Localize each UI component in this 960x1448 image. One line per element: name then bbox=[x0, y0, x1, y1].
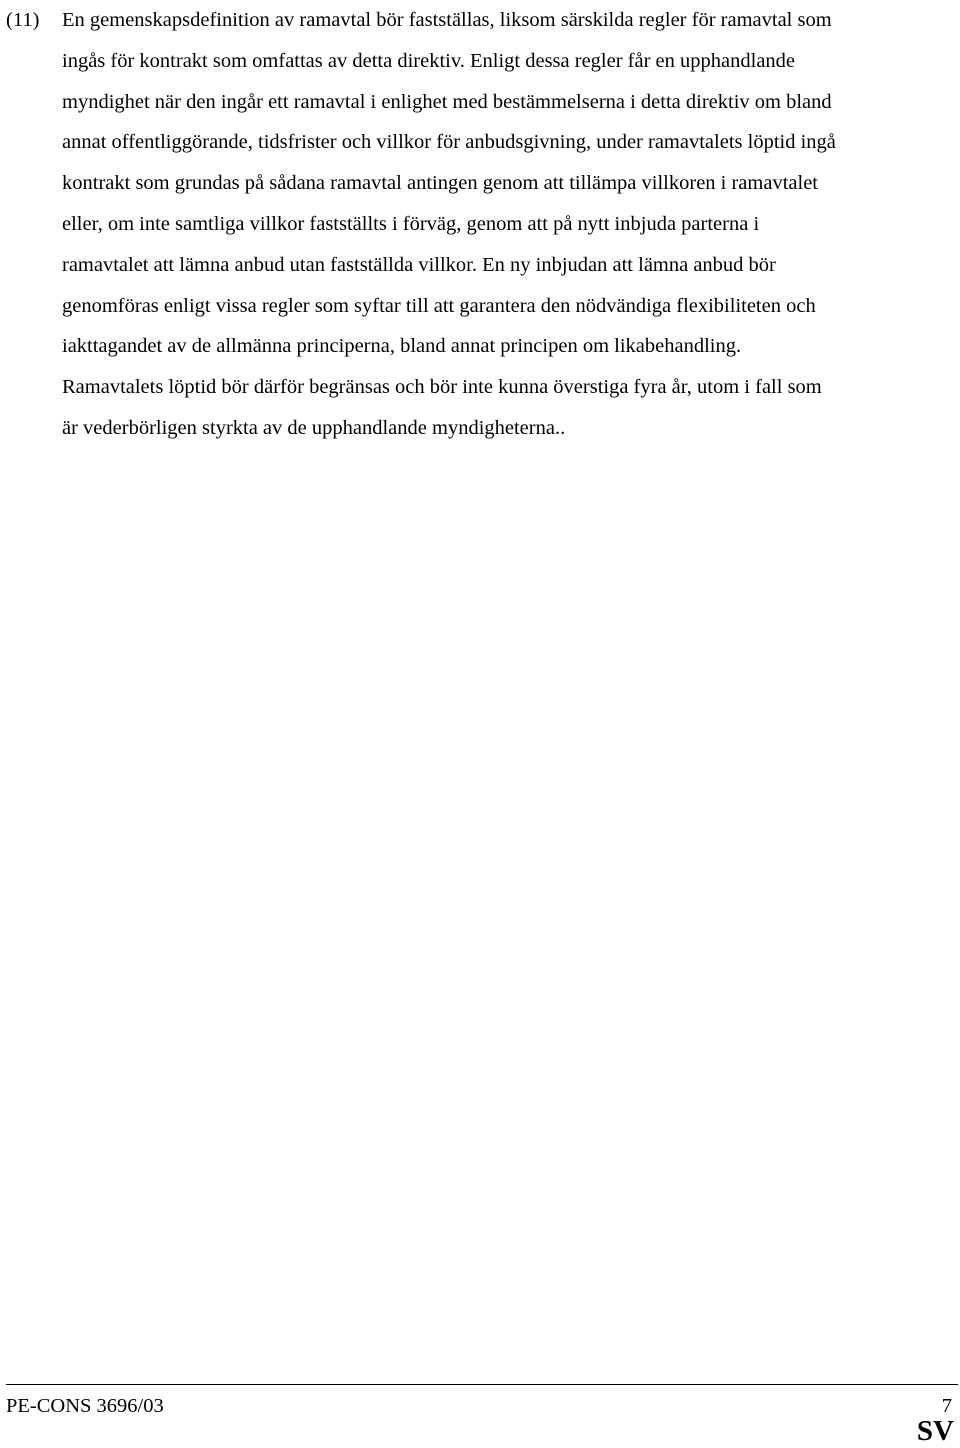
paragraph-number: (11) bbox=[6, 9, 40, 31]
paragraph-line-9: iakttagandet av de allmänna principerna, bland annat principen om likabehandling. bbox=[62, 335, 742, 358]
paragraph-line-1: En gemenskapsdefinition av ramavtal bör fastställas, liksom särskilda regler för ramavtal som bbox=[62, 9, 832, 31]
document-reference: PE-CONS 3696/03 bbox=[6, 1395, 164, 1417]
paragraph-line-7: ramavtalet att lämna anbud utan fastställda villkor. En ny inbjudan att lämna anbud bör bbox=[62, 253, 776, 276]
footer-divider bbox=[6, 1384, 958, 1385]
language-code: SV bbox=[916, 1415, 954, 1447]
paragraph-line-6: eller, om inte samtliga villkor fastställts i förväg, genom att på nytt inbjuda parterna i bbox=[62, 212, 760, 235]
paragraph-line-4: annat offentliggörande, tidsfrister och villkor för anbudsgivning, under ramavtalets löptid ingå bbox=[62, 131, 836, 154]
paragraph-line-10: Ramavtalets löptid bör därför begränsas och bör inte kunna överstiga fyra år, utom i fall som bbox=[62, 376, 822, 399]
paragraph-line-2: ingås för kontrakt som omfattas av detta direktiv. Enligt dessa regler får en upphandlande bbox=[62, 49, 796, 72]
paragraph-line-8: genomföras enligt vissa regler som syftar till att garantera den nödvändiga flexibiliteten och bbox=[62, 294, 816, 317]
paragraph-line-5: kontrakt som grundas på sådana ramavtal antingen genom att tillämpa villkoren i ramavtalet bbox=[62, 172, 818, 195]
paragraph-body bbox=[62, 0, 957, 449]
page-number: 7 bbox=[941, 1395, 952, 1417]
paragraph-line-3: myndighet när den ingår ett ramavtal i enlighet med bestämmelserna i detta direktiv om bland bbox=[62, 90, 832, 113]
paragraph-line-11: är vederbörligen styrkta av de upphandlande myndigheterna.. bbox=[62, 416, 566, 439]
